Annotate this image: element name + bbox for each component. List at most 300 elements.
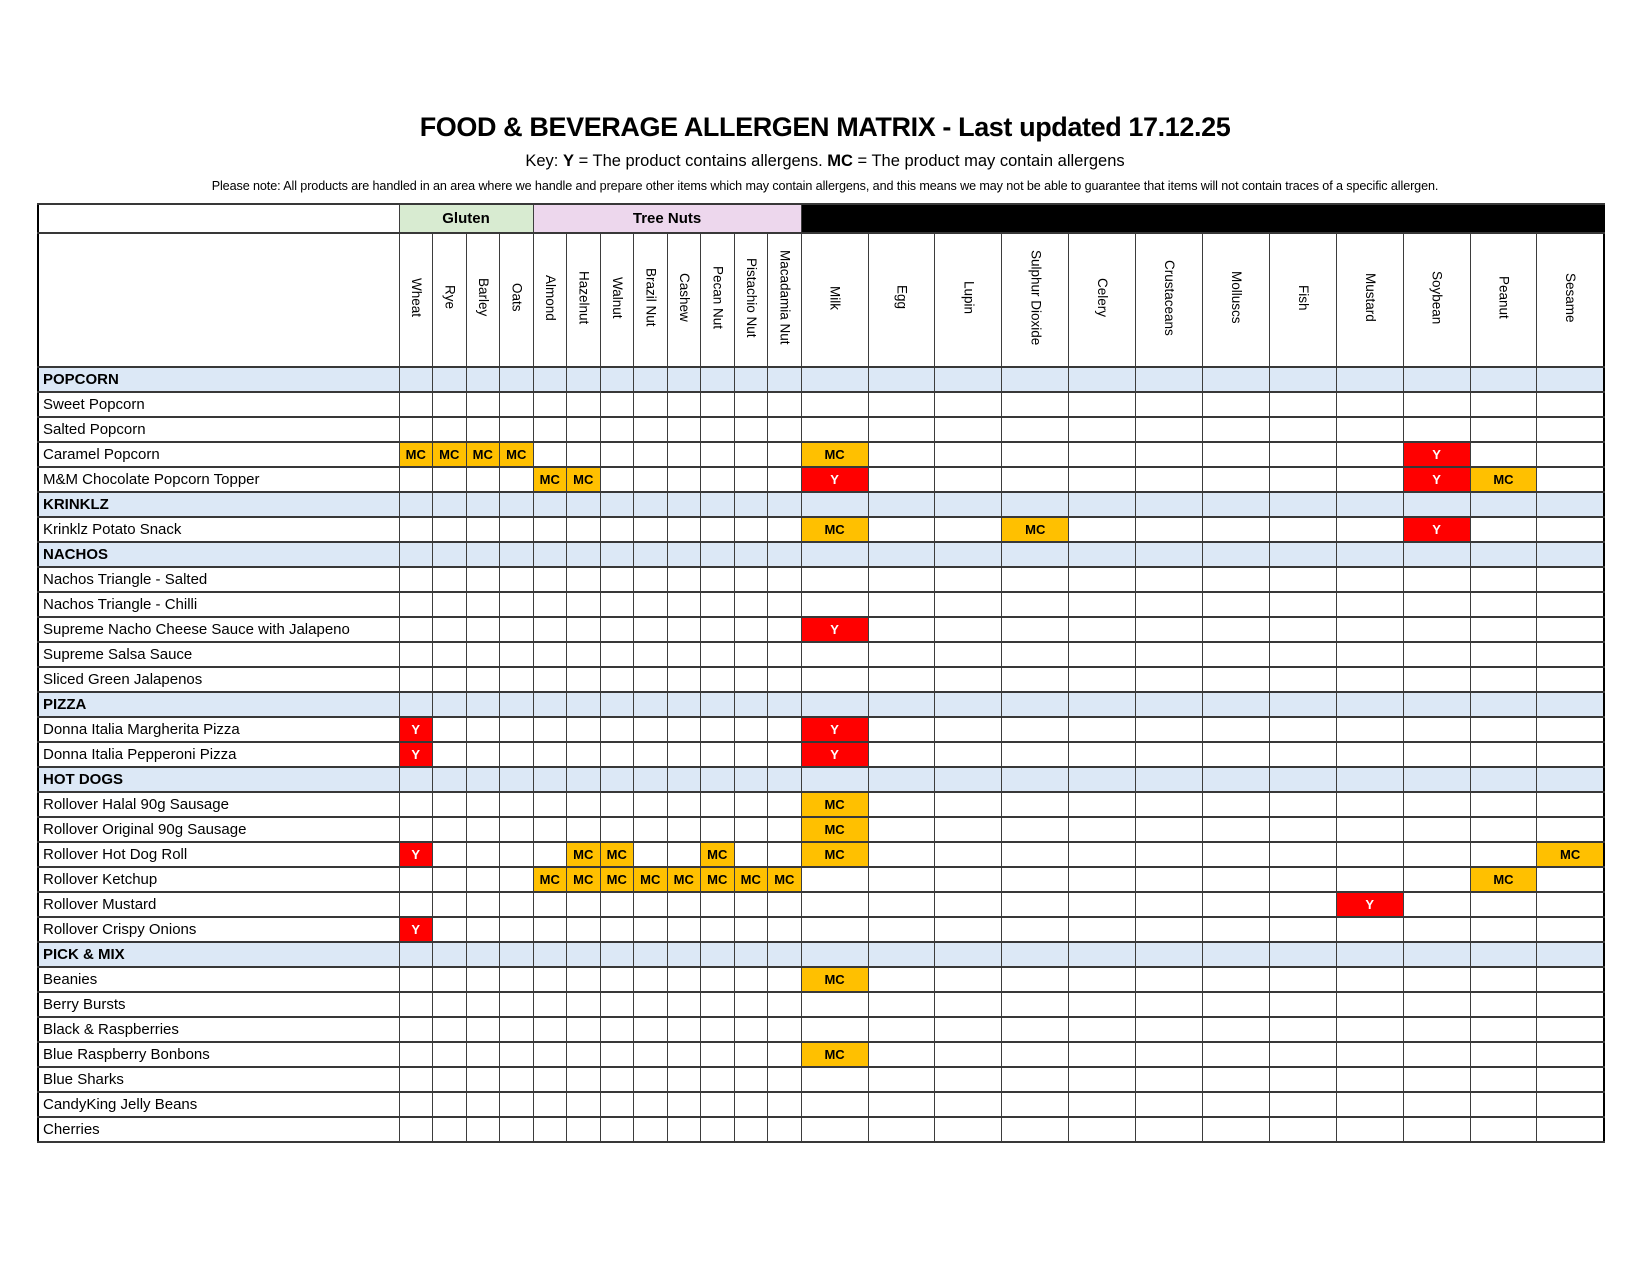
allergen-cell bbox=[1269, 592, 1336, 617]
allergen-cell bbox=[1002, 917, 1069, 942]
allergen-cell bbox=[1537, 667, 1604, 692]
allergen-cell bbox=[1336, 867, 1403, 892]
column-header-hazelnut bbox=[567, 233, 601, 367]
allergen-cell bbox=[466, 817, 500, 842]
allergen-cell bbox=[533, 417, 567, 442]
section-label: PICK & MIX bbox=[38, 942, 399, 967]
allergen-cell bbox=[1403, 692, 1470, 717]
allergen-cell bbox=[1136, 592, 1203, 617]
allergen-cell bbox=[667, 367, 701, 392]
allergen-cell bbox=[466, 692, 500, 717]
allergen-cell bbox=[433, 367, 467, 392]
allergen-cell bbox=[1470, 817, 1537, 842]
allergen-cell bbox=[1002, 1017, 1069, 1042]
allergen-cell bbox=[1002, 792, 1069, 817]
allergen-cell bbox=[868, 1117, 935, 1142]
allergen-cell bbox=[1403, 417, 1470, 442]
allergen-cell bbox=[1336, 842, 1403, 867]
allergen-cell bbox=[567, 917, 601, 942]
allergen-cell bbox=[734, 917, 768, 942]
allergen-cell bbox=[1202, 517, 1269, 542]
column-header-macadamia-nut bbox=[768, 233, 802, 367]
product-row bbox=[38, 1042, 1604, 1067]
allergen-cell bbox=[1403, 842, 1470, 867]
allergen-cell bbox=[1069, 767, 1136, 792]
allergen-cell bbox=[466, 1017, 500, 1042]
allergen-cell bbox=[768, 717, 802, 742]
allergen-cell bbox=[1069, 792, 1136, 817]
allergen-cell bbox=[1202, 692, 1269, 717]
column-header-label-milk: Milk bbox=[827, 285, 843, 310]
allergen-cell bbox=[1069, 942, 1136, 967]
allergen-cell bbox=[399, 1067, 433, 1092]
allergen-cell bbox=[768, 617, 802, 642]
product-label: Sliced Green Jalapenos bbox=[38, 667, 399, 692]
allergen-cell bbox=[634, 467, 668, 492]
allergen-cell bbox=[1269, 842, 1336, 867]
allergen-cell bbox=[701, 817, 735, 842]
product-row bbox=[38, 867, 1604, 892]
allergen-cell bbox=[634, 967, 668, 992]
column-header-label-pistachio-nut: Pistachio Nut bbox=[743, 257, 759, 338]
allergen-cell bbox=[868, 892, 935, 917]
allergen-cell bbox=[433, 467, 467, 492]
column-header-fish bbox=[1269, 233, 1336, 367]
allergen-cell bbox=[634, 817, 668, 842]
allergen-cell bbox=[734, 967, 768, 992]
allergen-cell bbox=[600, 542, 634, 567]
allergen-cell bbox=[567, 967, 601, 992]
allergen-cell bbox=[667, 467, 701, 492]
allergen-cell bbox=[734, 992, 768, 1017]
product-row bbox=[38, 667, 1604, 692]
product-row bbox=[38, 1092, 1604, 1117]
product-label: Rollover Original 90g Sausage bbox=[38, 817, 399, 842]
allergen-cell bbox=[734, 742, 768, 767]
allergen-cell bbox=[1537, 517, 1604, 542]
allergen-cell bbox=[1403, 617, 1470, 642]
allergen-cell bbox=[1136, 892, 1203, 917]
allergen-cell bbox=[433, 1042, 467, 1067]
allergen-cell bbox=[768, 1017, 802, 1042]
allergen-cell bbox=[634, 1067, 668, 1092]
allergen-cell bbox=[734, 542, 768, 567]
allergen-cell bbox=[466, 967, 500, 992]
allergen-cell bbox=[1336, 617, 1403, 642]
allergen-cell bbox=[734, 567, 768, 592]
product-row bbox=[38, 592, 1604, 617]
allergen-cell bbox=[1336, 817, 1403, 842]
allergen-cell bbox=[1069, 867, 1136, 892]
allergen-cell bbox=[868, 617, 935, 642]
allergen-cell bbox=[1069, 717, 1136, 742]
allergen-cell bbox=[868, 442, 935, 467]
allergen-cell bbox=[734, 667, 768, 692]
allergen-cell bbox=[1537, 617, 1604, 642]
allergen-cell bbox=[1336, 992, 1403, 1017]
allergen-cell bbox=[1470, 917, 1537, 942]
allergen-cell bbox=[935, 567, 1002, 592]
allergen-cell bbox=[1403, 667, 1470, 692]
product-row bbox=[38, 742, 1604, 767]
allergen-cell bbox=[533, 592, 567, 617]
allergen-cell bbox=[1537, 367, 1604, 392]
column-header-celery bbox=[1069, 233, 1136, 367]
allergen-cell bbox=[1336, 667, 1403, 692]
allergen-cell bbox=[1336, 1092, 1403, 1117]
allergen-cell bbox=[1403, 367, 1470, 392]
allergen-cell bbox=[1202, 392, 1269, 417]
allergen-cell bbox=[1069, 542, 1136, 567]
allergen-cell bbox=[935, 992, 1002, 1017]
allergen-cell bbox=[1537, 567, 1604, 592]
allergen-cell bbox=[1136, 692, 1203, 717]
column-header-cashew bbox=[667, 233, 701, 367]
allergen-cell bbox=[868, 867, 935, 892]
allergen-cell bbox=[1069, 592, 1136, 617]
allergen-cell bbox=[1336, 442, 1403, 467]
product-label: Supreme Nacho Cheese Sauce with Jalapeno bbox=[38, 617, 399, 642]
allergen-cell bbox=[1470, 667, 1537, 692]
allergen-cell bbox=[1269, 967, 1336, 992]
allergen-cell bbox=[567, 667, 601, 692]
allergen-cell bbox=[634, 417, 668, 442]
allergen-cell bbox=[1336, 592, 1403, 617]
allergen-cell bbox=[500, 642, 534, 667]
allergen-cell bbox=[667, 1042, 701, 1067]
allergen-cell bbox=[801, 567, 868, 592]
allergen-cell bbox=[935, 667, 1002, 692]
column-header-peanut bbox=[1470, 233, 1537, 367]
allergen-cell bbox=[634, 1017, 668, 1042]
allergen-cell bbox=[1403, 567, 1470, 592]
allergen-cell bbox=[567, 1117, 601, 1142]
allergen-cell bbox=[768, 817, 802, 842]
allergen-cell bbox=[768, 642, 802, 667]
allergen-cell bbox=[634, 917, 668, 942]
allergen-cell bbox=[1002, 367, 1069, 392]
allergen-cell bbox=[768, 767, 802, 792]
allergen-cell bbox=[433, 567, 467, 592]
allergen-cell bbox=[868, 467, 935, 492]
allergen-cell bbox=[768, 592, 802, 617]
allergen-cell bbox=[1202, 717, 1269, 742]
allergen-cell bbox=[1202, 617, 1269, 642]
allergen-cell bbox=[801, 642, 868, 667]
allergen-cell bbox=[1336, 717, 1403, 742]
allergen-cell bbox=[734, 767, 768, 792]
allergen-cell bbox=[801, 692, 868, 717]
allergen-cell bbox=[567, 767, 601, 792]
allergen-cell bbox=[466, 742, 500, 767]
allergen-cell bbox=[1002, 742, 1069, 767]
allergen-cell bbox=[868, 767, 935, 792]
allergen-cell bbox=[935, 542, 1002, 567]
column-header-label-pecan-nut: Pecan Nut bbox=[710, 265, 726, 330]
allergen-cell bbox=[1269, 442, 1336, 467]
allergen-cell bbox=[433, 667, 467, 692]
allergen-cell bbox=[567, 517, 601, 542]
product-row bbox=[38, 917, 1604, 942]
allergen-cell-brazil-nut-mc: MC bbox=[634, 867, 668, 892]
allergen-cell bbox=[1403, 642, 1470, 667]
allergen-cell bbox=[1069, 567, 1136, 592]
allergen-cell bbox=[634, 1092, 668, 1117]
section-label: POPCORN bbox=[38, 367, 399, 392]
allergen-cell-milk-y: Y bbox=[801, 467, 868, 492]
legend-y-symbol: Y bbox=[562, 152, 574, 170]
allergen-cell bbox=[433, 742, 467, 767]
allergen-cell bbox=[1537, 1117, 1604, 1142]
allergen-cell bbox=[1202, 1042, 1269, 1067]
allergen-cell bbox=[801, 417, 868, 442]
allergen-cell bbox=[466, 992, 500, 1017]
allergen-cell bbox=[567, 692, 601, 717]
allergen-cell-milk-mc: MC bbox=[801, 967, 868, 992]
allergen-cell bbox=[935, 892, 1002, 917]
allergen-cell bbox=[667, 417, 701, 442]
allergen-cell bbox=[1336, 642, 1403, 667]
allergen-cell bbox=[1002, 967, 1069, 992]
allergen-cell bbox=[1470, 992, 1537, 1017]
allergen-cell bbox=[1537, 792, 1604, 817]
allergen-cell bbox=[801, 592, 868, 617]
column-header-label-lupin: Lupin bbox=[961, 280, 977, 315]
allergen-cell bbox=[801, 867, 868, 892]
allergen-cell bbox=[533, 517, 567, 542]
allergen-cell-barley-mc: MC bbox=[466, 442, 500, 467]
allergen-cell-milk-mc: MC bbox=[801, 442, 868, 467]
allergen-cell bbox=[1470, 892, 1537, 917]
allergen-cell bbox=[701, 767, 735, 792]
allergen-cell bbox=[768, 692, 802, 717]
allergen-cell-milk-y: Y bbox=[801, 617, 868, 642]
allergen-cell bbox=[1470, 742, 1537, 767]
column-header-label-wheat: Wheat bbox=[408, 277, 424, 318]
allergen-cell bbox=[1136, 617, 1203, 642]
allergen-cell bbox=[1002, 892, 1069, 917]
allergen-cell-hazelnut-mc: MC bbox=[567, 842, 601, 867]
allergen-cell bbox=[1537, 692, 1604, 717]
allergen-cell bbox=[1336, 567, 1403, 592]
allergen-cell bbox=[634, 542, 668, 567]
column-header-lupin bbox=[935, 233, 1002, 367]
allergen-cell bbox=[466, 517, 500, 542]
allergen-cell bbox=[868, 517, 935, 542]
allergen-cell bbox=[734, 492, 768, 517]
column-header-label-cashew: Cashew bbox=[676, 273, 692, 322]
allergen-cell bbox=[1002, 567, 1069, 592]
allergen-cell bbox=[1069, 667, 1136, 692]
allergen-cell bbox=[734, 892, 768, 917]
allergen-cell bbox=[768, 792, 802, 817]
column-header-almond bbox=[533, 233, 567, 367]
allergen-cell bbox=[567, 367, 601, 392]
allergen-cell bbox=[734, 592, 768, 617]
allergen-cell bbox=[1537, 767, 1604, 792]
allergen-cell bbox=[667, 542, 701, 567]
allergen-cell-wheat-y: Y bbox=[399, 917, 433, 942]
allergen-cell bbox=[1002, 1067, 1069, 1092]
product-label: Rollover Hot Dog Roll bbox=[38, 842, 399, 867]
allergen-cell bbox=[1336, 367, 1403, 392]
allergen-cell bbox=[935, 1017, 1002, 1042]
allergen-cell bbox=[701, 592, 735, 617]
allergen-cell bbox=[1069, 842, 1136, 867]
allergen-cell bbox=[1069, 642, 1136, 667]
allergen-cell bbox=[1069, 392, 1136, 417]
allergen-cell bbox=[600, 892, 634, 917]
allergen-cell bbox=[734, 442, 768, 467]
allergen-cell bbox=[1069, 742, 1136, 767]
allergen-cell bbox=[567, 892, 601, 917]
allergen-cell bbox=[667, 1092, 701, 1117]
allergen-cell bbox=[667, 642, 701, 667]
allergen-cell bbox=[935, 767, 1002, 792]
allergen-cell bbox=[701, 1042, 735, 1067]
allergen-cell bbox=[1069, 517, 1136, 542]
allergen-cell bbox=[1537, 1017, 1604, 1042]
allergen-cell bbox=[1069, 417, 1136, 442]
allergen-cell bbox=[533, 442, 567, 467]
column-header-label-walnut: Walnut bbox=[609, 276, 625, 319]
matrix-header bbox=[38, 204, 1604, 367]
allergen-cell bbox=[600, 467, 634, 492]
allergen-cell bbox=[533, 567, 567, 592]
allergen-cell bbox=[466, 467, 500, 492]
allergen-cell bbox=[433, 542, 467, 567]
allergen-cell bbox=[1470, 1067, 1537, 1092]
allergen-cell bbox=[634, 442, 668, 467]
allergen-cell bbox=[768, 1042, 802, 1067]
allergen-cell bbox=[500, 992, 534, 1017]
product-row bbox=[38, 417, 1604, 442]
allergen-cell bbox=[1470, 1117, 1537, 1142]
allergen-cell bbox=[1069, 967, 1136, 992]
product-row bbox=[38, 442, 1604, 467]
allergen-cell bbox=[801, 992, 868, 1017]
allergen-cell-milk-mc: MC bbox=[801, 817, 868, 842]
allergen-cell bbox=[567, 542, 601, 567]
allergen-cell bbox=[500, 742, 534, 767]
allergen-cell bbox=[600, 617, 634, 642]
allergen-cell bbox=[667, 617, 701, 642]
allergen-cell bbox=[1069, 1042, 1136, 1067]
allergen-cell bbox=[1002, 867, 1069, 892]
allergen-cell bbox=[466, 942, 500, 967]
allergen-cell bbox=[1537, 392, 1604, 417]
column-header-sesame bbox=[1537, 233, 1604, 367]
allergen-cell bbox=[634, 892, 668, 917]
allergen-cell bbox=[1403, 917, 1470, 942]
allergen-cell bbox=[433, 992, 467, 1017]
allergen-cell bbox=[667, 392, 701, 417]
allergen-cell bbox=[1069, 817, 1136, 842]
allergen-cell bbox=[1470, 767, 1537, 792]
column-header-row bbox=[38, 233, 1604, 367]
allergen-cell bbox=[533, 1092, 567, 1117]
allergen-cell bbox=[1403, 742, 1470, 767]
allergen-cell bbox=[935, 867, 1002, 892]
allergen-cell bbox=[1269, 1017, 1336, 1042]
allergen-cell bbox=[935, 817, 1002, 842]
allergen-cell bbox=[667, 517, 701, 542]
allergen-cell-soybean-y: Y bbox=[1403, 442, 1470, 467]
allergen-cell bbox=[701, 892, 735, 917]
product-row bbox=[38, 1017, 1604, 1042]
allergen-cell bbox=[1202, 642, 1269, 667]
allergen-cell bbox=[1336, 517, 1403, 542]
allergen-cell bbox=[1470, 517, 1537, 542]
allergen-cell bbox=[734, 1067, 768, 1092]
allergen-cell bbox=[1069, 892, 1136, 917]
section-row bbox=[38, 367, 1604, 392]
allergen-cell bbox=[466, 1117, 500, 1142]
allergen-cell bbox=[701, 517, 735, 542]
allergen-cell bbox=[433, 517, 467, 542]
allergen-cell bbox=[600, 942, 634, 967]
allergen-cell bbox=[533, 392, 567, 417]
allergen-cell bbox=[1403, 767, 1470, 792]
allergen-cell bbox=[533, 967, 567, 992]
allergen-cell bbox=[600, 1092, 634, 1117]
allergen-cell bbox=[1202, 842, 1269, 867]
allergen-cell bbox=[533, 767, 567, 792]
allergen-cell bbox=[935, 942, 1002, 967]
allergen-cell bbox=[399, 867, 433, 892]
allergen-cell bbox=[1136, 992, 1203, 1017]
product-label: Krinklz Potato Snack bbox=[38, 517, 399, 542]
allergen-cell bbox=[634, 617, 668, 642]
allergen-cell-cashew-mc: MC bbox=[667, 867, 701, 892]
allergen-cell bbox=[1470, 967, 1537, 992]
legend-mc-symbol: MC bbox=[827, 152, 853, 170]
allergen-cell bbox=[868, 817, 935, 842]
allergen-cell bbox=[1336, 392, 1403, 417]
allergen-cell bbox=[1136, 917, 1203, 942]
product-label: Caramel Popcorn bbox=[38, 442, 399, 467]
allergen-cell bbox=[1269, 792, 1336, 817]
allergen-cell bbox=[801, 1067, 868, 1092]
allergen-cell bbox=[1136, 1017, 1203, 1042]
allergen-cell bbox=[634, 792, 668, 817]
allergen-cell bbox=[466, 892, 500, 917]
allergen-cell bbox=[768, 467, 802, 492]
allergen-cell bbox=[1336, 942, 1403, 967]
allergen-cell bbox=[935, 442, 1002, 467]
allergen-cell bbox=[935, 467, 1002, 492]
allergen-cell bbox=[667, 492, 701, 517]
allergen-cell bbox=[600, 817, 634, 842]
allergen-cell bbox=[634, 392, 668, 417]
allergen-cell bbox=[1269, 517, 1336, 542]
column-header-label-oats: Oats bbox=[509, 283, 525, 312]
allergen-cell-mustard-y: Y bbox=[1336, 892, 1403, 917]
allergen-cell bbox=[1336, 417, 1403, 442]
allergen-cell bbox=[768, 967, 802, 992]
allergen-cell bbox=[1537, 492, 1604, 517]
allergen-cell bbox=[600, 792, 634, 817]
allergen-cell bbox=[600, 967, 634, 992]
allergen-cell bbox=[399, 992, 433, 1017]
allergen-cell bbox=[600, 642, 634, 667]
corner-cell bbox=[38, 233, 399, 367]
product-label: Blue Sharks bbox=[38, 1067, 399, 1092]
allergen-cell bbox=[1002, 1092, 1069, 1117]
allergen-cell bbox=[734, 1042, 768, 1067]
allergen-cell bbox=[634, 567, 668, 592]
allergen-cell bbox=[1136, 942, 1203, 967]
